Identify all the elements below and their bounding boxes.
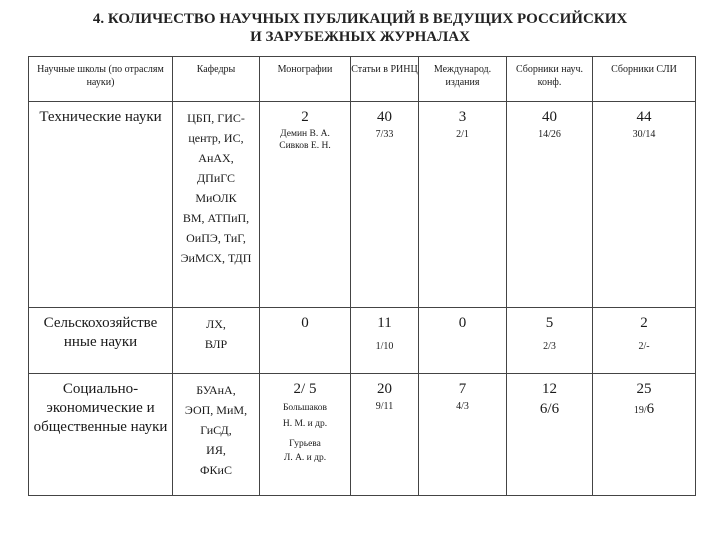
school-cell: Технические науки <box>29 102 173 308</box>
rinc-split: 9/11 <box>375 401 394 412</box>
monographs-cell <box>260 308 351 374</box>
header-collections: Сборники науч. конф. <box>507 57 593 102</box>
rinc-count: 11 <box>377 315 392 331</box>
international-cell <box>419 308 507 374</box>
department-line: ЭОП, МиМ, <box>184 403 248 417</box>
sli-split: 2/- <box>638 341 650 352</box>
sli-cell <box>593 374 696 496</box>
rinc-cell <box>351 308 419 374</box>
collections-cell <box>507 308 593 374</box>
collections-split: 6/6 <box>539 401 560 417</box>
international-count: 3 <box>458 109 467 125</box>
rinc-split: 1/10 <box>375 341 394 352</box>
header-departments: Кафедры <box>173 57 260 102</box>
header-sli: Сборники СЛИ <box>593 57 696 102</box>
sli-count: 2 <box>640 315 648 331</box>
monographs-cell <box>260 374 351 496</box>
collections-count: 40 <box>542 109 557 125</box>
title-line-2: И ЗАРУБЕЖНЫХ ЖУРНАЛАХ <box>250 29 470 45</box>
department-line: ЦБП, ГИС- <box>187 111 245 125</box>
header-rinc: Статьи в РИНЦ <box>351 57 419 102</box>
department-line: ЭиМСХ, ТДП <box>180 251 252 265</box>
international-count: 0 <box>458 315 467 331</box>
header-international: Международ. издания <box>419 57 507 102</box>
department-line: ВМ, АТПиП, <box>182 211 250 225</box>
header-schools: Научные школы (по отраслям науки) <box>29 57 173 102</box>
table-row <box>29 308 696 374</box>
header-monographs: Монографии <box>260 57 351 102</box>
rinc-cell <box>351 374 419 496</box>
international-cell <box>419 374 507 496</box>
sli-cell <box>593 308 696 374</box>
collections-cell <box>507 374 593 496</box>
table-row <box>29 374 696 496</box>
department-line: ЛХ, <box>206 317 226 331</box>
international-split: 4/3 <box>456 401 469 412</box>
sli-split-b: 6 <box>646 401 655 417</box>
departments-cell <box>173 102 260 308</box>
department-line: ОиПЭ, ТиГ, <box>186 231 246 245</box>
department-line: ФКиС <box>200 463 232 477</box>
international-split: 2/1 <box>456 129 469 140</box>
author-line: Гурьева <box>289 439 321 449</box>
department-line: ДПиГС <box>196 171 236 185</box>
rinc-cell <box>351 102 419 308</box>
department-line: ГиСД, <box>200 423 232 437</box>
school-cell: Социально-экономические и общественные науки <box>29 374 173 496</box>
monographs-count: 2/ 5 <box>293 381 317 397</box>
sli-split <box>593 400 695 418</box>
author-line: Большаков <box>282 403 328 413</box>
collections-split: 14/26 <box>538 129 561 140</box>
rinc-count: 40 <box>377 109 392 125</box>
department-line: МиОЛК <box>195 191 237 205</box>
sli-count: 25 <box>636 381 652 397</box>
department-line: АнАХ, <box>198 151 234 165</box>
monographs-cell <box>260 102 351 308</box>
author-line: Н. М. и др. <box>282 419 328 429</box>
author-line: Демин В. А. <box>280 129 330 139</box>
department-line: БУАнА, <box>196 383 236 397</box>
sli-split-a: 19/ <box>633 405 647 416</box>
sli-split: 30/14 <box>632 129 656 140</box>
table-row <box>29 102 696 308</box>
collections-split: 2/3 <box>543 341 556 352</box>
monographs-count: 2 <box>301 109 309 125</box>
department-line: центр, ИС, <box>188 131 244 145</box>
page-title <box>0 10 720 46</box>
rinc-count: 20 <box>377 381 392 397</box>
monographs-count: 0 <box>301 315 309 331</box>
header-row <box>29 57 696 102</box>
title-line-1: 4. КОЛИЧЕСТВО НАУЧНЫХ ПУБЛИКАЦИЙ В ВЕДУЩИХ РОССИЙСКИХ <box>92 11 628 27</box>
department-line: ИЯ, <box>206 443 226 457</box>
sli-cell <box>593 102 696 308</box>
international-cell <box>419 102 507 308</box>
international-count: 7 <box>458 381 467 397</box>
departments-cell <box>173 308 260 374</box>
departments-cell <box>173 374 260 496</box>
collections-count: 5 <box>545 315 554 331</box>
collections-cell <box>507 102 593 308</box>
department-line: ВЛР <box>204 337 228 351</box>
publications-table <box>28 56 696 496</box>
collections-count: 12 <box>542 381 557 397</box>
rinc-split: 7/33 <box>375 129 394 140</box>
school-cell: Сельскохозяйстве нные науки <box>29 308 173 374</box>
author-line: Л. А. и др. <box>283 453 327 463</box>
sli-count: 44 <box>636 109 652 125</box>
author-line: Сивков Е. Н. <box>279 141 331 151</box>
